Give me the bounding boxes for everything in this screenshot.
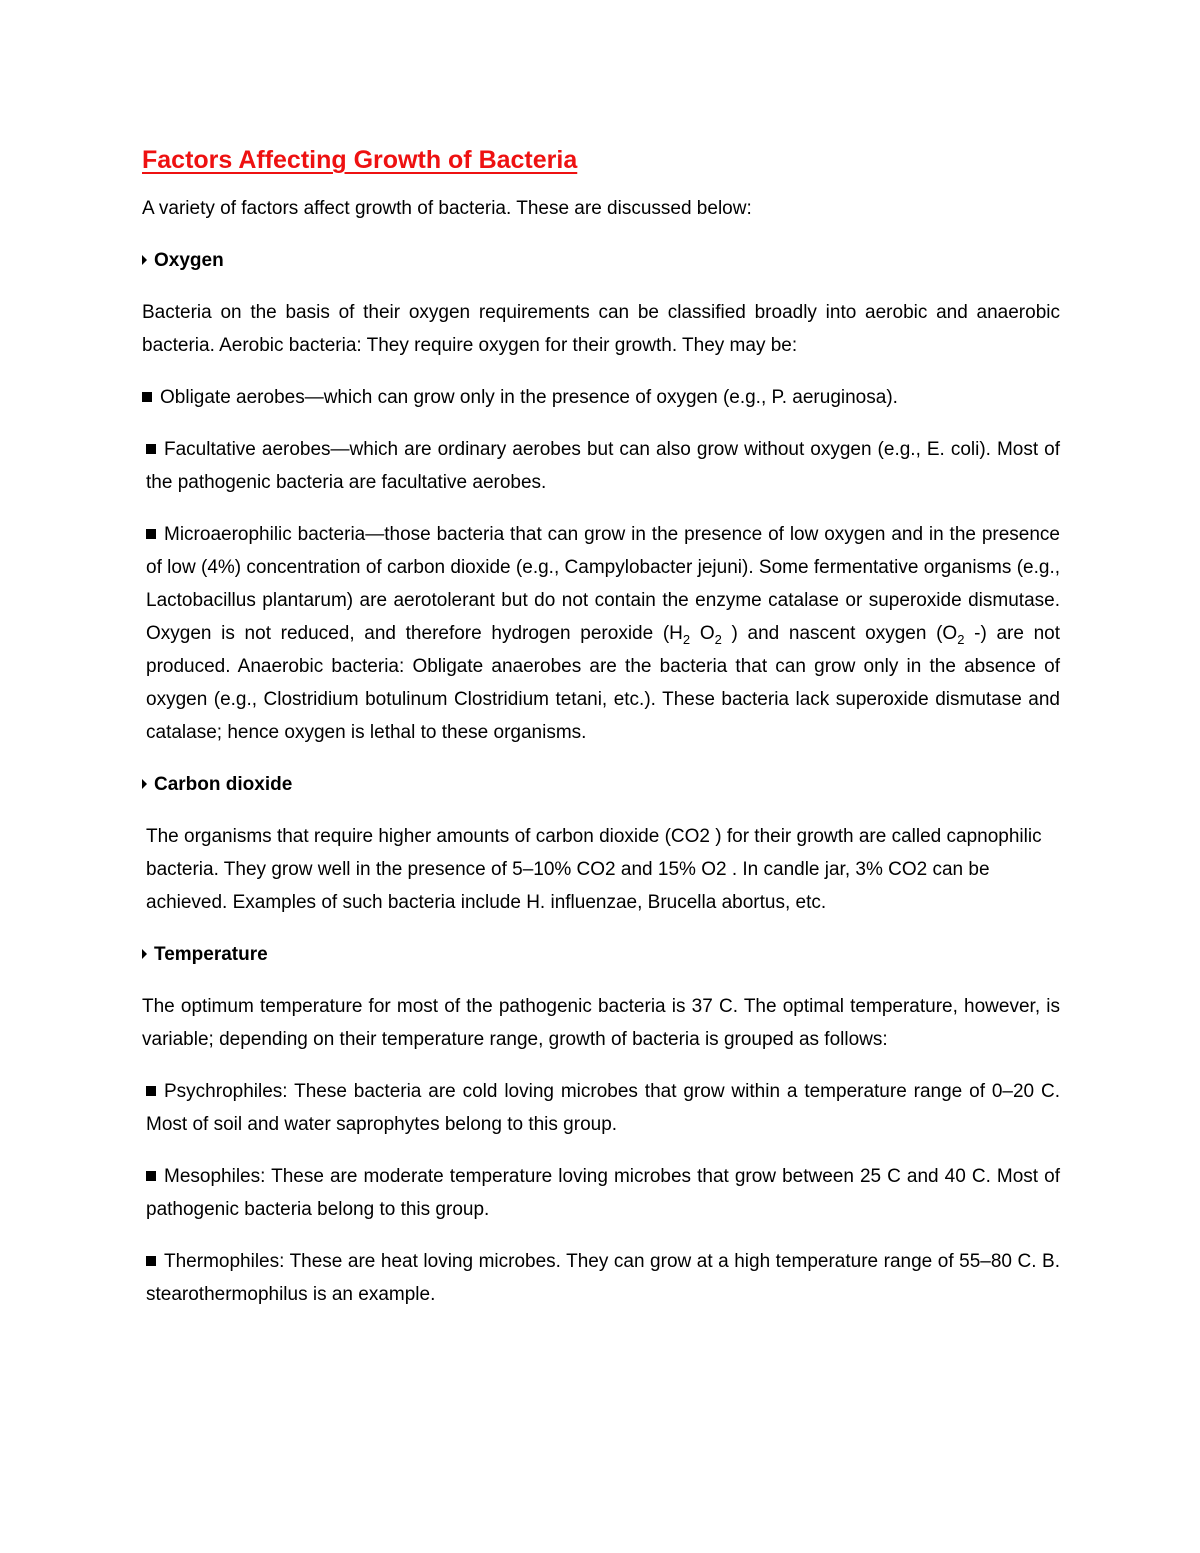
list-item-text: Mesophiles: These are moderate temperature loving microbes that grow between 25 C and 40 C. Most of pathogenic bacteria belong to this group. [146, 1166, 1060, 1220]
text-segment: O [690, 623, 715, 644]
list-item-text: Obligate aerobes—which can grow only in the presence of oxygen (e.g., P. aeruginosa). [160, 387, 898, 408]
text-segment: ) and nascent oxygen (O [721, 623, 958, 644]
subscript: 2 [714, 631, 722, 647]
list-item-mesophiles [142, 1160, 1060, 1226]
list-item-facultative-aerobes [142, 433, 1060, 499]
triangle-bullet-icon [142, 779, 147, 789]
section-heading-label: Temperature [154, 944, 268, 965]
subscript: 2 [957, 631, 965, 647]
text-segment: Microaerophilic bacteria—those bacteria that can grow in the presence of low oxygen and in the presence of low (4%) concentration of carbon dioxide (e.g., Campylobacter jejuni). Some fermentative organisms (e.g., Lactobacillus plantarum) are aerotolerant but do not contain the enzyme catalase or superoxide dismutase. Oxygen is not reduced, and therefore hydrogen peroxide (H [146, 524, 1060, 644]
list-item-obligate-aerobes [142, 381, 1060, 414]
list-item-psychrophiles [142, 1075, 1060, 1141]
list-item-thermophiles [142, 1245, 1060, 1311]
list-item-text: Psychrophiles: These bacteria are cold loving microbes that grow within a temperature range of 0–20 C. Most of soil and water saprophytes belong to this group. [146, 1081, 1060, 1135]
square-bullet-icon [146, 1086, 156, 1096]
text-segment: -) are not produced. Anaerobic bacteria: Obligate anaerobes are the bacteria that can grow only in the absence of oxygen (e.g., Clostridium botulinum Clostridium tetani, etc.). These bacteria lack superoxide dismutase and catalase; hence oxygen is lethal to these organisms. [146, 623, 1061, 743]
section-heading-label: Carbon dioxide [154, 774, 293, 795]
triangle-bullet-icon [142, 255, 147, 265]
square-bullet-icon [142, 392, 152, 402]
list-item-text: Facultative aerobes—which are ordinary aerobes but can also grow without oxygen (e.g., E. coli). Most of the pathogenic bacteria are facultative aerobes. [146, 439, 1060, 493]
subscript: 2 [682, 631, 691, 647]
document-title: Factors Affecting Growth of Bacteria [142, 146, 578, 174]
square-bullet-icon [146, 1171, 156, 1181]
triangle-bullet-icon [142, 949, 147, 959]
section-heading-oxygen [142, 244, 1060, 277]
section-heading-temperature [142, 938, 1060, 971]
square-bullet-icon [146, 444, 156, 454]
square-bullet-icon [146, 529, 156, 539]
section-heading-label: Oxygen [154, 250, 224, 271]
list-item-text [146, 524, 1060, 743]
list-item-microaerophilic [142, 518, 1060, 749]
oxygen-paragraph: Bacteria on the basis of their oxygen requirements can be classified broadly into aerobic and anaerobic bacteria. Aerobic bacteria: They require oxygen for their growth. They may be: [142, 302, 1060, 356]
document-page [142, 140, 1060, 1330]
square-bullet-icon [146, 1256, 156, 1266]
carbon-dioxide-paragraph: The organisms that require higher amounts of carbon dioxide (CO2 ) for their growth are called capnophilic bacteria. They grow well in the presence of 5–10% CO2 and 15% O2 . In candle jar, 3% CO2 can be achieved. Examples of such bacteria include H. influenzae, Brucella abortus, etc. [146, 826, 1042, 913]
list-item-text: Thermophiles: These are heat loving microbes. They can grow at a high temperature range of 55–80 C. B. stearothermophilus is an example. [146, 1251, 1060, 1305]
temperature-paragraph: The optimum temperature for most of the pathogenic bacteria is 37 C. The optimal temperature, however, is variable; depending on their temperature range, growth of bacteria is grouped as follows: [142, 996, 1060, 1050]
intro-paragraph: A variety of factors affect growth of bacteria. These are discussed below: [142, 198, 752, 219]
section-heading-carbon-dioxide [142, 768, 1060, 801]
